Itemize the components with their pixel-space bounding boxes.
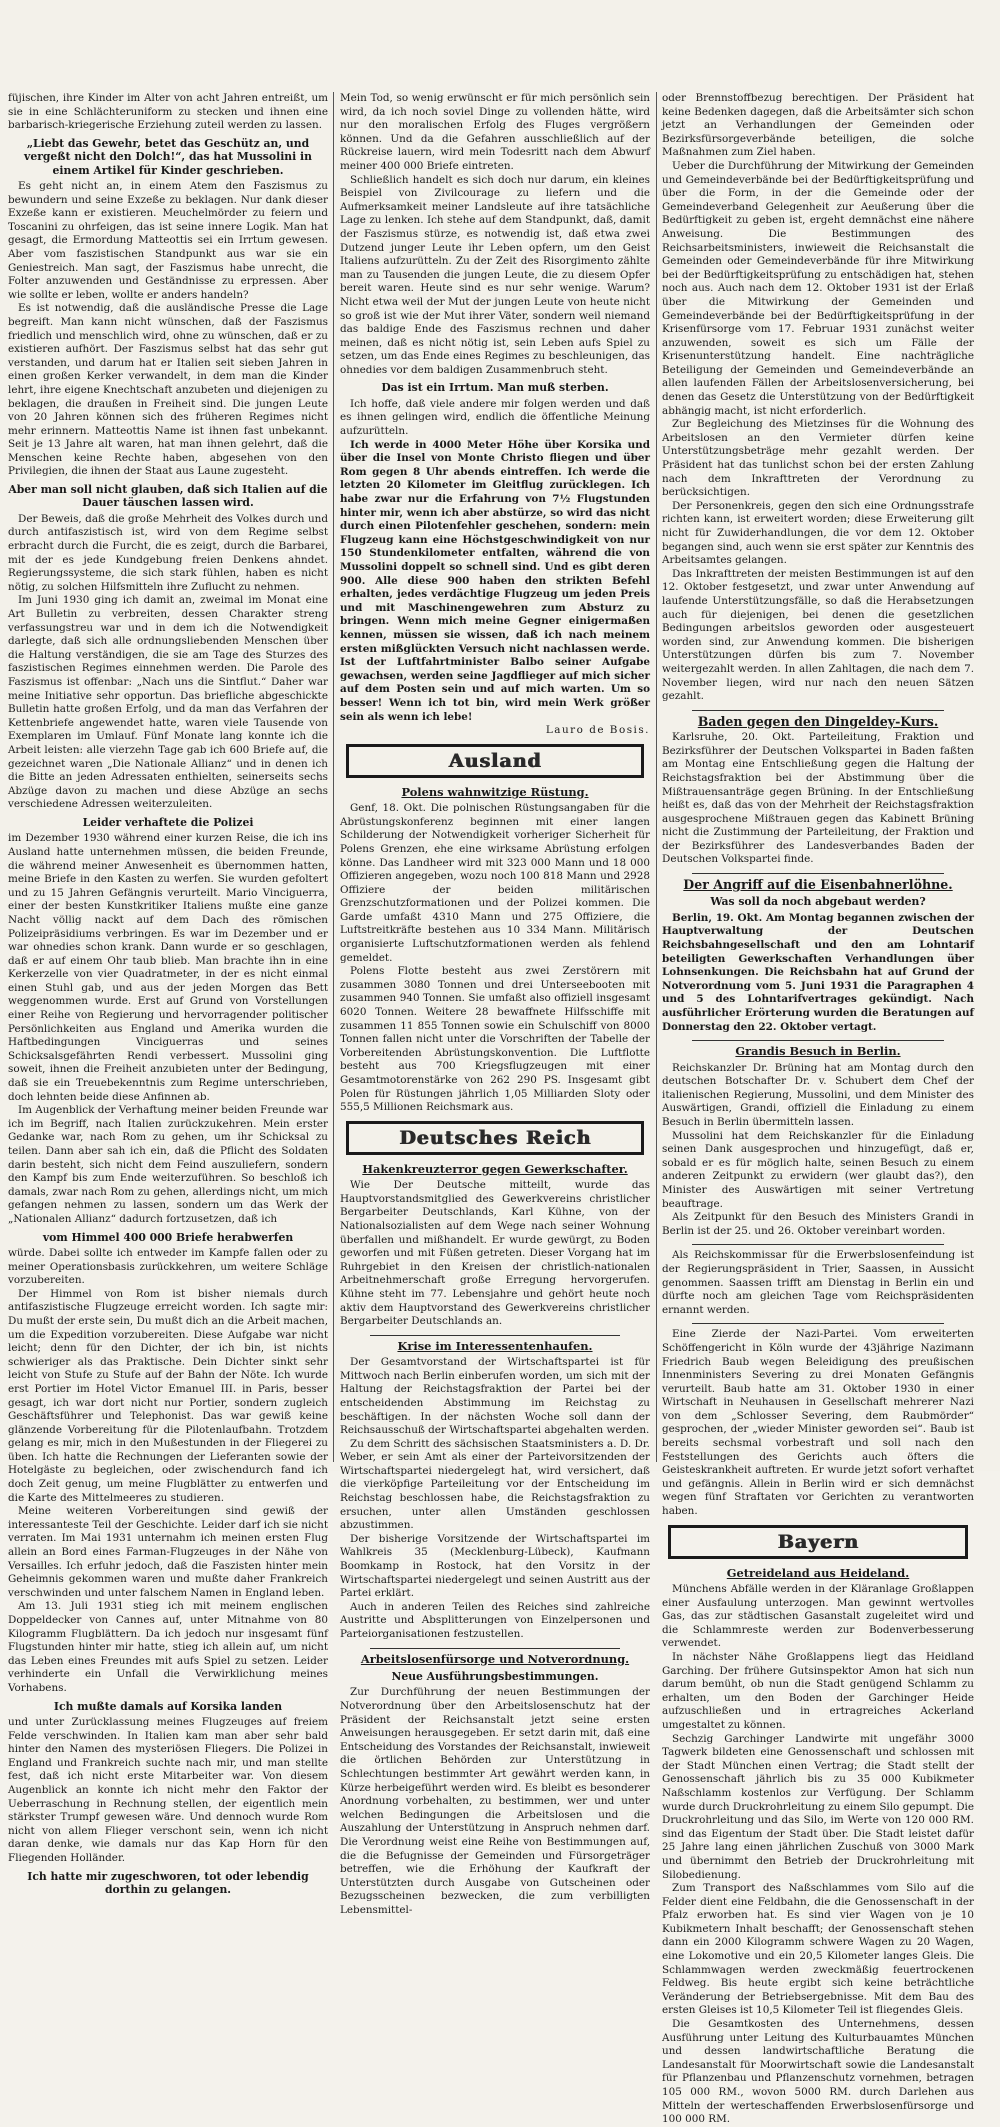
column-3: [662, 92, 974, 2126]
article-paragraph: Polens Flotte besteht aus zwei Zerstörern mit zusammen 3080 Tonnen und drei Unterseebooten mit zusammen 940 Tonnen. Sie umfaßt also offiziell insgesamt 6020 Tonnen. Weitere 28 bewaffnete Hilfsschiffe mit zusammen 11 855 Tonnen sowie ein Schulschiff von 8000 Tonnen fallen nicht unter die Vorschriften der Tabelle der Vorbereitenden Abrüstungskonvention. Die Luftflotte besteht aus 700 Kriegsflugzeugen mit einer Gesamtmotorenstärke von 262 290 PS. Insgesamt gibt Polen für Rüstungen jährlich 1,05 Milliarden Sloty oder 555,5 Millionen Reichsmark aus.: [340, 965, 650, 1114]
divider: [692, 873, 944, 874]
article-paragraph: Die Gesamtkosten des Unternehmens, dessen Ausführung unter Leitung des Kulturbauamtes München und dessen landwirtschaftliche Beratung die Landesanstalt für Moorwirtschaft sowie die Landesanstalt für Pflanzenbau und Pflanzenschutz vornehmen, betragen 105 000 RM., wovon 5000 RM. durch Darlehen aus Mitteln der werteschaffenden Erwerbslosenfürsorge und 100 000 RM.: [662, 2018, 974, 2126]
article-paragraph: Der Himmel von Rom ist bisher niemals durch antifaszistische Flugzeuge erreicht worden. Ich sagte mir: Du mußt der erste sein, Du mußt dich an die Arbeit machen, um die Expedition vorzubereiten. Diese Aufgabe war nicht leicht; denn für den Dichter, der ich bin, ist nichts schwieriger als das Praktische. Dein Dichter sinkt sehr leicht von Stufe zu Stufe auf der Bahn der Nöte. Ich wurde erst Portier im Hotel Victor Emanuel III. in Paris, besser gesagt, ich war dort nicht nur Portier, sondern zugleich Geschäftsführer und Telephonist. Das war gewiß keine glänzende Vorbereitung für die Pilotenlaufbahn. Trotzdem gelang es mir, mich in den Mußestunden in der Fliegerei zu üben. Ich hatte die Rechnungen der Lieferanten sowie der Hotelgäste zu begleichen, oder zwischendurch fand ich doch Zeit genug, um meine Flugblätter zu entwerfen und die Karte des Mittelmeeres zu studieren.: [8, 1287, 329, 1504]
article-paragraph: Als Zeitpunkt für den Besuch des Ministers Grandi in Berlin ist der 25. und 26. Oktober vereinbart worden.: [662, 1211, 974, 1237]
article-paragraph: und unter Zurücklassung meines Flugzeuges auf freiem Felde verschwinden. In Italien kam man aber sehr bald hinter den Namen des mysteriösen Fliegers. Die Polizei in England und Frankreich suchte nach mir, und man stellte fest, daß ich nicht erste Mitarbeiter war. Von diesem Augenblick an konnte ich nicht mehr den Faktor der Ueberraschung in Rechnung stellen, der eigentlich mein stärkster Trumpf gewesen wäre. Und dennoch wurde Rom nicht von allem Flieger verschont sein, wenn ich nicht daran denke, wie damals nur das Kap Horn für den Fliegenden Holländer.: [8, 1715, 328, 1864]
article-paragraph: oder Brennstoffbezug berechtigen. Der Präsident hat keine Bedenken dagegen, daß die Arbeitsämter sich schon jetzt an Verhandlungen der Gemeinden oder Bezirksfürsorgeverbände beteiligen, die solche Maßnahmen zum Ziel haben.: [662, 92, 974, 159]
article-paragraph: Berlin, 19. Okt. Am Montag begannen zwischen der Hauptverwaltung der Deutschen Reichsbahngesellschaft und den am Lohntarif beteiligten Gewerkschaften Verhandlungen über Lohnsenkungen. Die Reichsbahn hat auf Grund der Notverordnung vom 5. Juni 1931 die Paragraphen 4 und 5 des Lohntarifvertrages gekündigt. Nach ausführlicher Erörterung wurden die Beratungen auf Donnerstag den 22. Oktober vertagt.: [662, 911, 974, 1033]
article-paragraph: Der Gesamtvorstand der Wirtschaftspartei ist für Mittwoch nach Berlin einberufen worden, um sich mit der Haltung der Reichstagsfraktion der Partei bei der entscheidenden Abstimmung im Reichstag zu beschäftigen. In der nächsten Woche soll dann der Reichsausschuß der Wirtschaftspartei abgehalten werden.: [340, 1356, 650, 1437]
article-paragraph: Es ist notwendig, daß die ausländische Presse die Lage begreift. Man kann nicht wünschen, daß der Faszismus friedlich und menschlich wird, ohne zu wünschen, daß er zu existieren aufhört. Der Faszismus selbst hat das sehr gut verstanden, und darum hat er Italien seit sieben Jahren in einen großen Kerker verwandelt, in dem man die Kinder lehrt, ihre eigene Knechtschaft anzubeten und diejenigen zu beklagen, die draußen in Freiheit sind. Die jungen Leute von 20 Jahren können sich des früheren Regimes nicht mehr erinnern. Matteottis Name ist ihnen fast unbekannt. Seit je 13 Jahre alt waren, hat man ihnen gelehrt, daß die Menschen keine Rechte haben, abgesehen von den Privilegien, die ihnen der Staat aus Laune zugesteht.: [8, 302, 328, 478]
article-subheadline: Neue Ausführungsbestimmungen.: [391, 1670, 599, 1683]
section-banner-title: Deutsches Reich: [398, 1126, 592, 1149]
section-heading: „Liebt das Gewehr, betet das Geschütz an, und vergeßt nicht den Dolch!“, das hat Mussolini in einem Artikel für Kinder geschrieben.: [24, 136, 312, 177]
section-heading: Leider verhaftete die Polizei: [82, 815, 254, 829]
divider: [692, 1244, 944, 1245]
article-paragraph: füjischen, ihre Kinder im Alter von acht Jahren entreißt, um sie in eine Schlächteruniform zu stecken und ihnen eine barbarisch-kriegerische Erziehung zuteil werden zu lassen.: [8, 92, 328, 132]
article-subheadline: Was soll da noch abgebaut werden?: [710, 895, 926, 909]
article-headline: Grandis Besuch in Berlin.: [735, 1044, 901, 1059]
article-paragraph: Wie Der Deutsche mitteilt, wurde das Hauptvorstandsmitglied des Gewerkvereins christlicher Bergarbeiter Deutschlands, Karl Kühne, von der Nationalsozialisten auf dem Wege nach seiner Wohnung überfallen und mißhandelt. Er wurde gewürgt, zu Boden geworfen und mit Füßen getreten. Dieser Vorgang hat im Ruhrgebiet in den Kreisen der christlich-nationalen Arbeitnehmerschaft große Erregung hervorgerufen. Kühne steht im 77. Lebensjahre und gehört heute noch aktiv dem Hauptvorstand des Gewerkvereins christlicher Bergarbeiter Deutschlands an.: [340, 1179, 650, 1328]
author-signature: Lauro de Bosis.: [545, 724, 650, 737]
divider: [692, 1323, 944, 1324]
article-paragraph: Mein Tod, so wenig erwünscht er für mich persönlich sein wird, da ich noch soviel Dinge zu vollenden hätte, wird nur den moralischen Erfolg des Fluges vergrößern können. Und da die Gefahren ausschließlich auf der Rückreise lauern, wird mein Todesritt nach dem Abwurf meiner 400 000 Briefe eintreten.: [340, 92, 650, 172]
article-paragraph: Schließlich handelt es sich doch nur darum, ein kleines Beispiel von Zivilcourage zu liefern und die Aufmerksamkeit meiner Landsleute auf ihre tatsächliche Lage zu lenken. Ich stehe auf dem Standpunkt, daß, damit der Faszismus stürze, es notwendig ist, daß etwa zwei Dutzend junger Leute ihr Leben opfern, um den Geist Italiens aufzurütteln. Zu der Zeit des Risorgimento zählte man zu Tausenden die jungen Leute, die zu diesem Opfer bereit waren. Heute sind es nur sehr wenige. Warum? Nicht etwa weil der Mut der jungen Leute von heute nicht so groß ist wie der Mut ihrer Väter, sondern weil niemand das baldige Ende des Faszismus rechnen und daher meinen, daß es nicht nötig ist, sein Leben aufs Spiel zu setzen, um das Ende eines Regimes zu beschleunigen, das ohnedies vor dem baldigen Zusammenbruch steht.: [340, 173, 650, 376]
article-paragraph: Im Juni 1930 ging ich damit an, zweimal im Monat eine Art Bulletin zu verbreiten, dessen Charakter streng verfassungstreu war und in dem ich die Notwendigkeit darlegte, daß sich alle ordnungsliebenden Menschen über die Haltung verständigen, die sie am Tage des Sturzes des faszistischen Regimes einnehmen werden. Die Parole des Faszismus ist offenbar: „Nach uns die Sintflut.“ Daher war meine Initiative sehr opportun. Das briefliche abgeschickte Bulletin hatte großen Erfolg, und da man das Verfahren der Kettenbriefe angewendet hatte, waren viele Tausende von Exemplaren im Umlauf. Fünf Monate lang konnte ich die Arbeit leisten: alle vierzehn Tage gab ich 600 Briefe auf, die gezeichnet waren „Die Nationale Allianz“ und in denen ich die Bitte an jeden Adressaten enthielten, seinerseits sechs Abzüge davon zu machen und diese Abzüge an sechs verschiedene Adressen weiterzuleiten.: [8, 594, 328, 811]
column-2: [340, 92, 650, 1916]
article-paragraph: Ich hoffe, daß viele andere mir folgen werden und daß es ihnen gelingen wird, endlich die öffentliche Meinung aufzurütteln.: [340, 397, 650, 438]
article-paragraph: Im Augenblick der Verhaftung meiner beiden Freunde war ich im Begriff, nach Italien zurückzukehren. Mein erster Gedanke war, nach Rom zu gehen, um ihr Schicksal zu teilen. Dann aber sah ich ein, daß die Pflicht des Soldaten darin besteht, sich nicht dem Feind auszuliefern, sondern den Kampf bis zum Ende weiterzuführen. So beschloß ich damals, zwar nach Rom zu gehen, allerdings nicht, um mich gefangen nehmen zu lassen, sondern um das Werk der „Nationalen Allianz“ dadurch fortzusetzen, daß ich: [8, 1104, 328, 1225]
article-headline: Krise im Interessentenhaufen.: [397, 1338, 593, 1353]
section-heading: Das ist ein Irrtum. Man muß sterben.: [381, 381, 609, 395]
article-paragraph: Ich werde in 4000 Meter Höhe über Korsika und über die Insel von Monte Christo fliegen und über Rom gegen 8 Uhr abends eintreffen. Ich werde die letzten 20 Kilometer im Gleitflug zurücklegen. Ich habe zwar nur die Erfahrung von 7½ Flugstunden hinter mir, wenn ich aber abstürze, so wird das nicht durch einen Pilotenfehler geschehen, sondern: mein Flugzeug kann eine Höchstgeschwindigkeit von nur 150 Stundenkilometer entfalten, während die von Mussolini doppelt so schnell sind. Und es gibt deren 900. Alle diese 900 haben den strikten Befehl erhalten, jedes verdächtige Flugzeug um jeden Preis und mit Maschinengewehren zum Absturz zu bringen. Wenn mich meine Gegner einigermaßen kennen, müssen sie wissen, daß ich nach meinem ersten mißglückten Versuch nicht nachlassen werde. Ist der Luftfahrtminister Balbo seiner Aufgabe gewachsen, werden seine Jagdflieger auf mich sicher auf dem Posten sein und auf mich warten. Um so besser! Wenn ich tot bin, wird mein Werk größer sein als wenn ich lebe!: [340, 438, 650, 723]
article-paragraph: Der Personenkreis, gegen den sich eine Ordnungsstrafe richten kann, ist erweitert worden; diese Erweiterung gilt nicht für Zuwiderhandlungen, die vor dem 12. Oktober begangen sind, auch wenn sie erst später zur Kenntnis des Arbeitsamtes gelangen.: [662, 499, 974, 567]
article-paragraph: Meine weiteren Vorbereitungen sind gewiß der interessanteste Teil der Geschichte. Leider darf ich sie nicht verraten. Im Mai 1931 unternahm ich meinen ersten Flug allein an Bord eines Farman-Flugzeuges in der Nähe von Versailles. Ich erfuhr jedoch, daß die Faszisten hinter mein Geheimnis gekommen waren und mußte daher Frankreich verschwinden und unter falschem Namen in England leben.: [8, 1505, 328, 1599]
article-paragraph: In nächster Nähe Großlappens liegt das Heidland Garching. Der frühere Gutsinspektor Amon hat sich nun darum bemüht, ob nun die Stadt genügend Schlamm zu erhalten, um den Boden der Garchinger Heide aufzuschließen und in ertragreiches Ackerland umgestaltet zu können.: [662, 1651, 974, 1731]
divider: [370, 1648, 620, 1649]
column-1: [8, 92, 329, 1896]
article-paragraph: würde. Dabei sollte ich entweder im Kampfe fallen oder zu meiner Operationsbasis zurückkehren, um weitere Schläge vorzubereiten.: [8, 1246, 328, 1287]
article-paragraph: Am 13. Juli 1931 stieg ich mit meinem englischen Doppeldecker von Cannes auf, unter Mitnahme von 80 Kilogramm Flugblättern. Da ich jedoch nur insgesamt fünf Flugstunden hinter mir hatte, stieg ich allein auf, um nicht das Leben eines Freundes mit aufs Spiel zu setzen. Leider verhinderte ein Unfall die Verwirklichung meines Vorhabens.: [8, 1600, 328, 1694]
section-banner-title: Bayern: [777, 1530, 859, 1553]
section-heading: Ich hatte mir zugeschworen, tot oder lebendig dorthin zu gelangen.: [27, 1869, 309, 1896]
article-paragraph: Karlsruhe, 20. Okt. Parteileitung, Fraktion und Bezirksführer der Deutschen Volkspartei in Baden faßten am Montag eine Entschließung gegen die Haltung der Reichstagsfraktion bei der Abstimmung über die Mißtrauensanträge gegen Brüning. In der Entschließung heißt es, daß das von der Mehrheit der Reichstagsfraktion ausgesprochene Mißtrauen gegen das Kabinett Brüning nicht die Zustimmung der Parteileitung, der Fraktion und der Bezirksführer des Landesverbandes Baden der Deutschen Volkspartei finde.: [662, 731, 974, 866]
article-paragraph: Sechzig Garchinger Landwirte mit ungefähr 3000 Tagwerk bildeten eine Genossenschaft und schlossen mit der Stadt München einen Vertrag; die Stadt stellt der Genossenschaft jährlich bis zu 35 000 Kubikmeter Naßschlamm kostenlos zur Verfügung. Der Schlamm wurde durch Druckrohrleitung zu einem Silo gepumpt. Die Druckrohrleitung und das Silo, im Werte von 120 000 RM. sind das Eigentum der Stadt über. Die Stadt leistet dafür 25 Jahre lang einen jährlichen Zuschuß von 3000 Mark und übernimmt den Betrieb der Druckrohrleitung mit Silobedienung.: [662, 1732, 974, 1881]
article-headline: Hakenkreuzterror gegen Gewerkschafter.: [362, 1161, 628, 1176]
divider: [692, 710, 944, 711]
divider: [370, 1335, 620, 1336]
column-rule: [656, 92, 657, 1462]
article-headline: Polens wahnwitzige Rüstung.: [401, 784, 589, 799]
article-paragraph: Münchens Abfälle werden in der Kläranlage Großlappen einer Ausfaulung unterzogen. Man gewinnt wertvolles Gas, das zur städtischen Gasanstalt zugeleitet wird und die Schlammreste werden zur Bodenverbesserung verwendet.: [662, 1583, 974, 1650]
article-headline: Getreideland aus Heideland.: [726, 1565, 910, 1580]
divider: [692, 1040, 944, 1041]
column-rule: [333, 92, 334, 1462]
section-heading: Aber man soll nicht glauben, daß sich Italien auf die Dauer täuschen lassen wird.: [8, 483, 328, 510]
article-paragraph: Zur Begleichung des Mietzinses für die Wohnung des Arbeitslosen an den Vermieter dürfen keine Unterstützungsbeträge mehr gezahlt werden. Der Präsident hat das tunlichst schon bei der ersten Zahlung nach dem Inkrafttreten der Verordnung zu berücksichtigen.: [662, 418, 974, 499]
article-paragraph: Ueber die Durchführung der Mitwirkung der Gemeinden und Gemeindeverbände bei der Bedürftigkeitsprüfung und über die Form, in der die Gemeinde oder der Gemeindeverband Gelegenheit zur Aeußerung über die Bedürftigkeit zu geben ist, ergeht demnächst eine nähere Anweisung. Die Bestimmungen des Reichsarbeitsministers, inwieweit die Reichsanstalt die Gemeinden oder Gemeindeverbände für ihre Mitwirkung bei der Bedürftigkeitsprüfung zu entschädigen hat, stehen noch aus. Auch nach dem 12. Oktober 1931 ist der Erlaß über die Mitwirkung der Gemeinden und Gemeindeverbände bei der Bedürftigkeitsprüfung in der Krisenfürsorge vom 17. Februar 1931 zunächst weiter anzuwenden, soweit es sich um Fälle der Krisenunterstützung handelt. Eine nachträgliche Beteiligung der Gemeinden und Gemeindeverbände an allen laufenden Fällen der Arbeitslosenversicherung, bei denen das Gesetz die Unterstützung von der Bedürftigkeit abhängig macht, ist nicht erforderlich.: [662, 159, 974, 417]
article-headline: Der Angriff auf die Eisenbahnerlöhne.: [683, 877, 953, 893]
section-banner-deutsches-reich: [346, 1121, 644, 1155]
article-paragraph: Es geht nicht an, in einem Atem den Faszismus zu bewundern und seine Exzeße zu beklagen. Nur dank dieser Exzeße kann er existieren. Meuchelmörder zu feiern und Toscanini zu ohrfeigen, das ist seine innere Logik. Man hat gesagt, die Ermordung Matteottis sei ein Irrtum gewesen. Aber vom faszistischen Standpunkt aus war sie ein Geniestreich. Man sagt, der Faszismus habe unrecht, die Folter anzuwenden und Geständnisse zu erpressen. Aber wie sollte er leben, wollte er anders handeln?: [8, 180, 328, 301]
section-banner-bayern: [668, 1525, 968, 1559]
article-paragraph: Auch in anderen Teilen des Reiches sind zahlreiche Austritte und Absplitterungen von Einzelpersonen und Parteiorganisationen festzustellen.: [340, 1600, 650, 1640]
article-paragraph: Eine Zierde der Nazi-Partei. Vom erweiterten Schöffengericht in Köln wurde der 43jährige Nazimann Friedrich Baub wegen Beleidigung des preußischen Innenministers Severing zu drei Monaten Gefängnis verurteilt. Baub hatte am 31. Oktober 1930 in einer Wirtschaft in Neuhausen in Gesellschaft mehrerer Nazi von dem „Schlosser Severing, dem Raubmörder“ gesprochen, der „wieder Minister geworden sei“. Baub ist bereits sechsmal vorbestraft und soll nach den Feststellungen des Gerichts auch öfters die Geisteskrankheit auftreten. Er wurde jetzt sofort verhaftet und gefängnis. Allein in Berlin wird er sich demnächst wegen fünf Straftaten vor Gerichten zu verantworten haben.: [662, 1328, 974, 1518]
article-paragraph: Zur Durchführung der neuen Bestimmungen der Notverordnung über den Arbeitslosenschutz hat der Präsident der Reichsanstalt jetzt seine ersten Anweisungen herausgegeben. Er setzt darin mit, daß eine Entscheidung des Vorstandes der Reichsanstalt, inwieweit die örtlichen Behörden zur Unterstützung in Schlechtungen bestimmter Art gewährt werden kann, in Kürze herbeigeführt werden wird. Es bleibt es besonderer Anordnung vorbehalten, zu bestimmen, wer und unter welchen Bedingungen die Arbeitslosen und die Auszahlung der Unterstützung in Anspruch nehmen darf. Die Verordnung weist eine Reihe von Bestimmungen auf, die die Befugnisse der Gemeinden und Fürsorgeträger betreffen, wie die Erhöhung der Kaufkraft der Unterstützten durch Ausgabe von Gutscheinen oder Bezugsscheinen bezwecken, die zum verbilligten Lebensmittel-: [340, 1686, 650, 1916]
article-paragraph: im Dezember 1930 während einer kurzen Reise, die ich ins Ausland hatte unternehmen müssen, die beiden Freunde, die während meiner Anwesenheit es übernommen hatten, meine Briefe in den Kasten zu werfen. Sie wurden gefoltert und zu 15 Jahren Gefängnis verurteilt. Mario Vinciguerra, einer der besten Kunstkritiker Italiens mußte eine ganze Nacht völlig nackt auf dem Dach des römischen Polizeipräsidiums verbringen. Es war im Dezember und er war ohnedies schon krank. Dann wurde er so geschlagen, daß er auf einem Ohr taub blieb. Man brachte ihn in eine Kerkerzelle von vier Quadratmeter, in der es nicht einmal einen Stuhl gab, und aus der jeden Morgen das Bett weggenommen wurde. Erst auf Grund von Vorstellungen einer Reihe von Regierung und hervorragender politischer Persönlichkeiten aus England und Amerika wurden die Haftbedingungen Vinciguerras und seines Schicksalsgefährten Rendi verbessert. Mussolini ging soweit, ihnen die Freiheit anzubieten unter der Bedingung, daß sie ein Treuebekenntnis zum Regime unterschrieben, doch lehnten beide diese Anfinnen ab.: [8, 832, 328, 1103]
article-paragraph: Mussolini hat dem Reichskanzler für die Einladung seinen Dank ausgesprochen und hinzugefügt, daß er, sobald er es für möglich halte, seinen Besuch zu einem anderen Zeitpunkt zu erwidern (wer glaubt das?), den Minister des Auswärtigen mit seiner Vertretung beauftrage.: [662, 1129, 974, 1210]
section-banner-ausland: [346, 744, 644, 778]
article-headline: Arbeitslosenfürsorge und Notverordnung.: [360, 1651, 630, 1666]
section-banner-title: Ausland: [448, 749, 542, 772]
article-paragraph: Als Reichskommissar für die Erwerbslosenfeindung ist der Regierungspräsident in Trier, Saassen, in Aussicht genommen. Saassen trifft am Dienstag in Berlin ein und dürfte noch am gleichen Tage vom Reichspräsidenten ernannt werden.: [662, 1249, 974, 1316]
article-paragraph: Das Inkrafttreten der meisten Bestimmungen ist auf den 12. Oktober festgesetzt, und zwar unter Anwendung auf laufende Unterstützungsfälle, so daß die Herabsetzungen auch für diejenigen, bei denen die gesetzlichen Bedingungen arbeitslos geworden oder ausgesteuert worden sind, zur Anwendung kommen. Die bisherigen Unterstützungen dürfen bis zum 7. November weitergezahlt werden. In allen Zahltagen, die nach dem 7. November liegen, wird nur nach den neuen Sätzen gezahlt.: [662, 567, 974, 703]
article-paragraph: Reichskanzler Dr. Brüning hat am Montag durch den deutschen Botschafter Dr. v. Schubert dem Chef der italienischen Regierung, Mussolini, und dem Minister des Auswärtigen, Grandi, offiziell die Einladung zu einem Besuch in Berlin übermitteln lassen.: [662, 1061, 974, 1128]
section-heading: vom Himmel 400 000 Briefe herabwerfen: [42, 1230, 294, 1244]
section-heading: Ich mußte damals auf Korsika landen: [53, 1699, 283, 1713]
article-paragraph: Zu dem Schritt des sächsischen Staatsministers a. D. Dr. Weber, er sein Amt als einer der Parteivorsitzenden der Wirtschaftspartei niedergelegt hat, wird versichert, daß die vierköpfige Parteileitung vor der Entscheidung im Reichstag beschlossen habe, die Reichstagsfraktion zu ersuchen, unter allen Umständen geschlossen abzustimmen.: [340, 1437, 650, 1532]
article-paragraph: Zum Transport des Naßschlammes vom Silo auf die Felder dient eine Feldbahn, die die Genossenschaft in der Pfalz erworben hat. Es sind vier Wagen von je 10 Kubikmetern Inhalt beschafft; der Genossenschaft stehen dann ein 2000 Kilogramm schwere Wagen zu 20 Wagen, eine Lokomotive und ein 20,5 Kilometer langes Gleis. Die Schlammwagen werden zweckmäßig feuertrockenen Feldweg. Bis heute ergibt sich keine beträchtliche Veränderung der Betriebsergebnisse. Mit dem Bau des ersten Gleises ist 10,5 Kilometer Teil ist fliegendes Gleis.: [662, 1882, 974, 2017]
article-headline: Baden gegen den Dingeldey-Kurs.: [697, 713, 939, 729]
article-paragraph: Der bisherige Vorsitzende der Wirtschaftspartei im Wahlkreis 35 (Mecklenburg-Lübeck), Kaufmann Boomkamp in Rostock, hat den Vorsitz in der Wirtschaftspartei niedergelegt und seinen Austritt aus der Partei erklärt.: [340, 1532, 650, 1600]
article-paragraph: Genf, 18. Okt. Die polnischen Rüstungsangaben für die Abrüstungskonferenz beginnen mit einer langen Schilderung der Notwendigkeit vorheriger Sicherheit für Polens Grenzen, ehe eine wirksame Abrüstung erfolgen könne. Das Landheer wird mit 323 000 Mann und 18 000 Offizieren angegeben, wozu noch 100 818 Mann und 2928 Offiziere der beiden militärischen Grenzschutzformationen und der Polizei kommen. Die Garde umfaßt 4310 Mann und 275 Offiziere, die Luftstreitkräfte bestehen aus 10 334 Mann. Militärisch organisierte Luftschutzformationen werden als fehlend gemeldet.: [340, 802, 650, 964]
article-paragraph: Der Beweis, daß die große Mehrheit des Volkes durch und durch antifaszistisch ist, wird von dem Regime selbst erbracht durch die Furcht, die es zeigt, durch die Barbarei, mit der es jede Kundgebung freien Denkens ahndet. Regierungssysteme, die sich stark fühlen, haben es nicht nötig, zu solchen Hilfsmitteln ihre Zuflucht zu nehmen.: [8, 512, 328, 593]
